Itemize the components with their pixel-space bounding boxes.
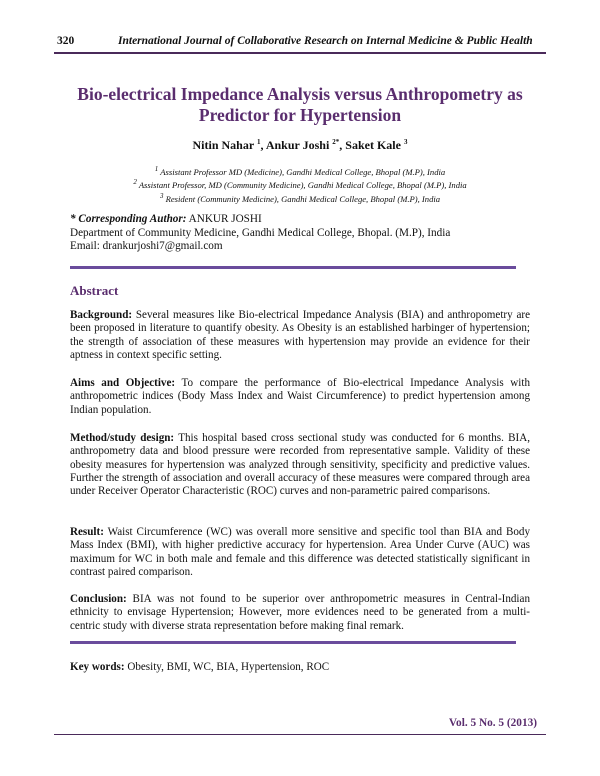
keywords-label: Key words: (70, 661, 125, 673)
corresponding-email[interactable]: Email: drankurjoshi7@gmail.com (70, 240, 223, 253)
keywords-text: Obesity, BMI, WC, BIA, Hypertension, ROC (127, 661, 330, 673)
corresponding-label: * Corresponding Author: (70, 213, 187, 225)
abstract-result (70, 526, 530, 579)
section-label: Aims and Objective: (70, 377, 176, 389)
author-sup: 3 (403, 138, 408, 146)
author-name: Nitin Nahar (192, 138, 254, 152)
affiliation-line: $^2$ Assistant Professor, MD (Community Medicine), Gandhi Medical College, Bhopal (M.P), India (133, 178, 467, 191)
abstract-method (70, 432, 530, 498)
section-text: Several measures like Bio-electrical Impedance Analysis (BIA) and anthropometry are been proposed in literature to quantify obesity. As Obesity is an established harbinger of hypertension; the strength of association of these measures with hypertension may provide an evidence for their aptness in context specific setting. (70, 309, 530, 361)
abstract-conclusion (70, 593, 530, 633)
journal-name: International Journal of Collaborative Research on Internal Medicine & Public Health (118, 35, 533, 47)
header-rule (54, 52, 546, 54)
footer-rule (54, 734, 546, 735)
volume-info: Vol. 5 No. 5 (2013) (448, 717, 537, 729)
page-number: 320 (57, 35, 75, 47)
section-text: This hospital based cross sectional study was conducted for 6 months. BIA, anthropometry data and blood pressure were recorded from representative sample. Validity of these obesity measures for hypertension was analyzed through sensitivity, specificity and predictive values. Further the strength of association and overall accuracy of these measures were compared through area under Receiver Operator Characteristic (ROC) curves and non-parametric paired comparisons. (70, 432, 530, 498)
paper-title: Bio-electrical Impedance Analysis versus Anthropometry as Predictor for Hypertension (77, 84, 523, 125)
corresponding-author-block (70, 213, 540, 254)
abstract-heading: Abstract (70, 283, 119, 298)
author-sup: 2* (332, 138, 340, 146)
divider-band (70, 266, 516, 269)
author-name: Ankur Joshi (265, 138, 330, 152)
abstract-aims (70, 377, 530, 417)
affiliation-line: $^3$ Resident (Community Medicine), Gandhi Medical College, Bhopal (M.P), India (159, 191, 441, 204)
section-label: Background: (70, 309, 133, 321)
section-text: Waist Circumference (WC) was overall more sensitive and specific tool than BIA and Body Mass Index (BMI), with higher predictive accuracy for hypertension. Area Under Curve (AUC) was maximum for WC in both male and female and this difference was detected statistically significant in contrast paired comparison. (70, 526, 530, 578)
section-label: Conclusion: (70, 593, 127, 605)
section-text: BIA was not found to be superior over anthropometric measures in Central-Indian ethnicity to envisage Hypertension; However, more evidences need to be generated from a multi-centric study with diverse strata representation before making final remark. (70, 593, 530, 632)
corresponding-department: Department of Community Medicine, Gandhi Medical College, Bhopal. (M.P), India (70, 226, 451, 239)
author-list: Nitin Nahar $^1$, Ankur Joshi $^{2*}$, Saket Kale $^3$ (192, 138, 408, 152)
abstract-background (70, 309, 530, 362)
divider-band (70, 641, 516, 644)
author-sup: 1 (256, 138, 261, 146)
affiliations (0, 164, 600, 204)
affiliation-line: $^1$ Assistant Professor MD (Medicine), Gandhi Medical College, Bhopal (M.P), India (154, 165, 446, 177)
section-label: Method/study design: (70, 432, 175, 444)
corresponding-name: ANKUR JOSHI (188, 213, 262, 225)
author-name: Saket Kale (345, 138, 401, 152)
keywords (70, 661, 530, 674)
section-label: Result: (70, 526, 104, 538)
section-text: To compare the performance of Bio-electrical Impedance Analysis with anthropometric indices (Body Mass Index and Waist Circumference) to predict hypertension among Indian population. (70, 377, 530, 416)
